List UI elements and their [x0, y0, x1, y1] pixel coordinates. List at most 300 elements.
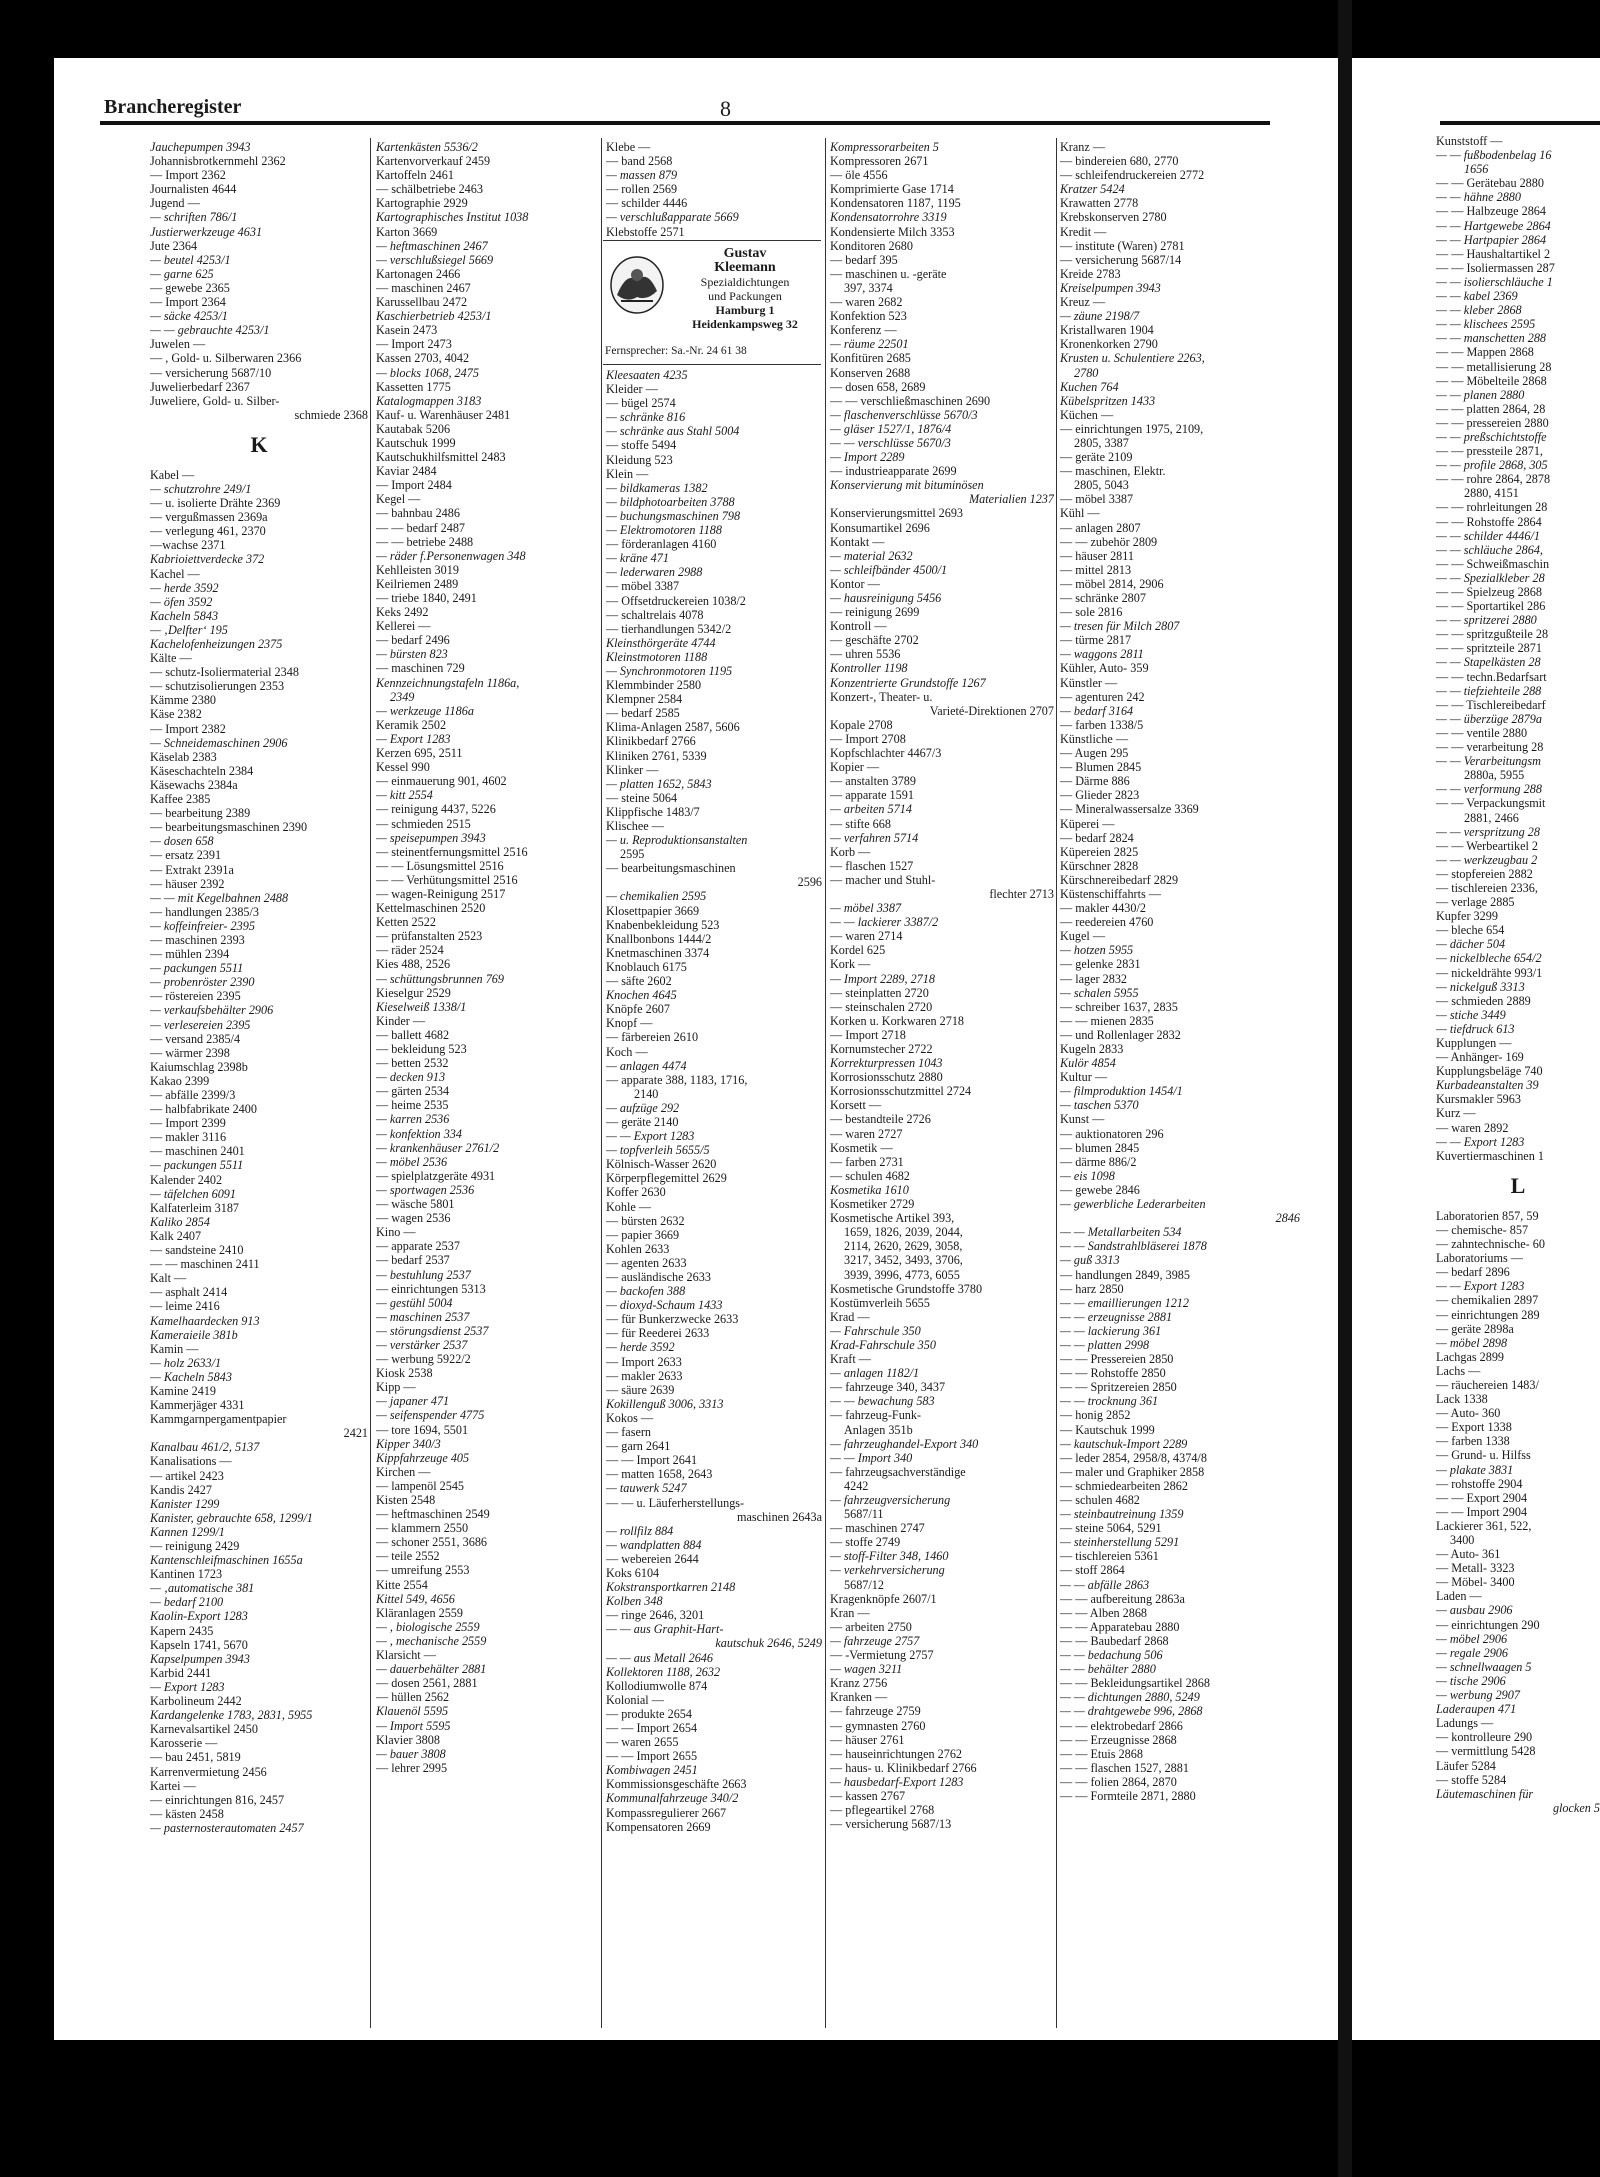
index-entry: Kamin —: [150, 1341, 199, 1356]
index-entry: — reedereien 4760: [1060, 915, 1154, 930]
index-entry: — schmieden 2515: [376, 816, 471, 831]
index-entry: — stoffe 2749: [830, 1535, 901, 1550]
index-entry: — garne 625: [150, 266, 214, 281]
index-entry: — blumen 2845: [1060, 1140, 1140, 1155]
index-entry: Kaschierbetrieb 4253/1: [376, 309, 492, 324]
index-entry: Lachs —: [1436, 1363, 1481, 1378]
index-entry: — Offsetdruckereien 1038/2: [606, 593, 746, 608]
index-entry: — röstereien 2395: [150, 989, 241, 1004]
index-entry: — bedarf 395: [830, 252, 898, 267]
index-entry: — — kabel 2369: [1436, 289, 1518, 304]
index-entry: — herde 3592: [150, 580, 219, 595]
index-entry: Konditoren 2680: [830, 238, 913, 253]
index-entry: — waren 2655: [606, 1735, 679, 1750]
index-entry: — geräte 2140: [606, 1114, 679, 1129]
index-entry: 1659, 1826, 2039, 2044,: [844, 1225, 963, 1240]
index-entry: Kosmetika 1610: [830, 1182, 909, 1197]
index-entry: Kolonial —: [606, 1692, 664, 1707]
index-entry: Juwelen —: [150, 337, 206, 352]
index-entry: — geräte 2898a: [1436, 1321, 1514, 1336]
index-entry: — kräne 471: [606, 551, 669, 566]
index-entry: Kompassregulierer 2667: [606, 1805, 727, 1820]
index-entry: Klinikbedarf 2766: [606, 734, 696, 749]
index-entry: — häuser 2761: [830, 1732, 905, 1747]
index-entry: — — aus Graphit-Hart-: [606, 1622, 724, 1637]
index-entry: Küpereien 2825: [1060, 844, 1139, 859]
index-entry: — maschinen 2747: [830, 1521, 925, 1536]
index-entry: Kurz —: [1436, 1106, 1476, 1121]
index-entry: Klebe —: [606, 140, 651, 154]
index-entry: Kosmetische Artikel 393,: [830, 1211, 955, 1226]
index-entry: — macher und Stuhl-: [830, 872, 936, 887]
index-entry: — — bedarf 2487: [376, 520, 466, 535]
index-entry: — farben 1338/5: [1060, 717, 1144, 732]
index-entry: — institute (Waren) 2781: [1060, 238, 1185, 253]
index-entry: Knoblauch 6175: [606, 959, 687, 974]
index-entry: Laboratoriums —: [1436, 1251, 1523, 1266]
index-entry: — schüttungsbrunnen 769: [376, 971, 504, 986]
index-entry: Kammerjäger 4331: [150, 1398, 245, 1413]
index-entry: Klemmbinder 2580: [606, 678, 702, 693]
index-entry: — , biologische 2559: [376, 1619, 480, 1634]
index-entry: Konfektion 523: [830, 309, 907, 324]
index-entry: 1656: [1464, 162, 1489, 177]
index-entry: 2805, 5043: [1074, 478, 1129, 493]
index-entry: Kartographie 2929: [376, 196, 468, 211]
index-entry: — stopfereien 2882: [1436, 866, 1533, 881]
index-entry: — tischlereien 5361: [1060, 1549, 1159, 1564]
index-entry: Kran —: [830, 1605, 870, 1620]
index-entry: Kantinen 1723: [150, 1567, 223, 1582]
index-entry: Kipper 340/3: [376, 1436, 441, 1451]
index-entry: — u. isolierte Drähte 2369: [150, 496, 281, 511]
index-entry: — tresen für Milch 2807: [1060, 619, 1180, 634]
index-entry: — — Import 340: [830, 1450, 913, 1465]
index-entry: Käselab 2383: [150, 749, 217, 764]
index-entry: Kompensatoren 2669: [606, 1819, 711, 1834]
index-entry: — massen 879: [606, 168, 678, 183]
index-entry: — bestuhlung 2537: [376, 1267, 471, 1282]
index-entry: — Augen 295: [1060, 746, 1129, 761]
index-entry: — zahntechnische- 60: [1436, 1237, 1545, 1252]
index-entry: Läutemaschinen für: [1436, 1786, 1534, 1801]
index-entry: Jugend —: [150, 196, 200, 211]
index-entry: — wäsche 5801: [376, 1197, 455, 1212]
index-entry: — gelenke 2831: [1060, 957, 1141, 972]
index-entry: Kanister, gebrauchte 658, 1299/1: [150, 1510, 313, 1525]
index-entry: — kautschuk-Import 2289: [1060, 1436, 1188, 1451]
index-entry: — Import 2718: [830, 1027, 906, 1042]
index-entry: Katalogmappen 3183: [376, 393, 482, 408]
index-entry: — versicherung 5687/13: [830, 1817, 952, 1832]
index-entry: — — trocknung 361: [1060, 1394, 1159, 1409]
index-column-5: [1060, 140, 1300, 1803]
index-entry: — einmauerung 901, 4602: [376, 774, 507, 789]
index-entry: — — Schweißmaschin: [1436, 556, 1550, 571]
index-entry: — speisepumpen 3943: [376, 830, 486, 845]
index-entry: — — Baubedarf 2868: [1060, 1633, 1169, 1648]
index-entry: — — erzeugnisse 2881: [1060, 1309, 1173, 1324]
index-entry: Kartei —: [150, 1778, 196, 1793]
index-entry: — — betriebe 2488: [376, 534, 474, 549]
index-entry: Kürschner 2828: [1060, 858, 1139, 873]
index-entry: — heftmaschinen 2467: [376, 238, 488, 253]
index-entry: Kellerei —: [376, 619, 431, 634]
index-entry: Küperei —: [1060, 816, 1115, 831]
advertisement-box: [603, 240, 821, 365]
index-entry: Küstenschiffahrts —: [1060, 886, 1161, 901]
index-entry: — Import 5595: [376, 1718, 451, 1733]
index-entry: — — platten 2998: [1060, 1337, 1150, 1352]
index-entry: — Mineralwassersalze 3369: [1060, 802, 1199, 817]
index-entry: — bedarf 2585: [606, 706, 680, 721]
index-entry: Kleinsthörgeräte 4744: [606, 635, 716, 650]
index-entry: Kopier —: [830, 760, 880, 775]
scan-border-left: [0, 0, 54, 2177]
index-entry: Kasein 2473: [376, 323, 438, 338]
index-entry: 3217, 3452, 3493, 3706,: [844, 1253, 963, 1268]
index-entry: — bürsten 823: [376, 647, 448, 662]
index-entry: — schalen 5955: [1060, 985, 1139, 1000]
index-entry: — — gebrauchte 4253/1: [150, 323, 270, 338]
index-entry: — Metall- 3323: [1436, 1561, 1515, 1576]
index-entry: Keilriemen 2489: [376, 576, 459, 591]
index-entry: — dosen 658, 2689: [830, 379, 926, 394]
index-entry: — für Reederei 2633: [606, 1326, 710, 1341]
index-entry: — — Bekleidungsartikel 2868: [1060, 1676, 1210, 1691]
index-entry: Kunst —: [1060, 1112, 1105, 1127]
index-entry: — schaltrelais 4078: [606, 607, 704, 622]
index-entry: — auktionatoren 296: [1060, 1126, 1164, 1141]
index-entry: — — metallisierung 28: [1436, 359, 1552, 374]
seal-emblem-icon: [607, 251, 667, 317]
index-entry: — — aufbereitung 2863a: [1060, 1591, 1185, 1606]
index-entry: — werbung 2907: [1436, 1688, 1520, 1703]
index-entry: — gläser 1527/1, 1876/4: [830, 421, 952, 436]
index-entry: — — bedachung 506: [1060, 1648, 1163, 1663]
index-entry: Kirchen —: [376, 1464, 431, 1479]
index-entry: Knöpfe 2607: [606, 1002, 670, 1017]
index-entry: — anlagen 1182/1: [830, 1366, 920, 1381]
index-entry: Kostümverleih 5655: [830, 1295, 930, 1310]
index-entry: — verstärker 2537: [376, 1337, 468, 1352]
index-entry: — verschlußapparate 5669: [606, 210, 739, 225]
index-entry: — Elektromotoren 1188: [606, 523, 722, 538]
index-entry: — chemische- 857: [1436, 1222, 1529, 1237]
index-entry: — gewerbliche Lederarbeiten: [1060, 1197, 1206, 1212]
index-entry: — räder f.Personenwagen 348: [376, 548, 526, 563]
index-entry: — prüfanstalten 2523: [376, 929, 483, 944]
index-entry: — kitt 2554: [376, 788, 433, 803]
index-entry: — räume 22501: [830, 337, 909, 352]
index-entry: — schleifbänder 4500/1: [830, 562, 948, 577]
index-entry: Kronenkorken 2790: [1060, 337, 1158, 352]
index-entry: Käse 2382: [150, 707, 202, 722]
index-entry: — wagen 2536: [376, 1211, 451, 1226]
index-entry: — topfverleih 5655/5: [606, 1143, 710, 1158]
index-entry: — abfälle 2399/3: [150, 1088, 236, 1102]
index-entry: — karren 2536: [376, 1112, 450, 1127]
index-entry: Kleider —: [606, 382, 658, 397]
index-entry: — webereien 2644: [606, 1551, 699, 1566]
index-entry: Kiosk 2538: [376, 1366, 433, 1381]
index-entry: Kolben 348: [606, 1594, 663, 1609]
index-entry: — färbereien 2610: [606, 1030, 699, 1045]
index-entry: — — behälter 2880: [1060, 1662, 1156, 1677]
index-entry: — mühlen 2394: [150, 947, 230, 962]
index-entry: — — elektrobedarf 2866: [1060, 1718, 1183, 1733]
index-entry: Korken u. Korkwaren 2718: [830, 1013, 965, 1028]
index-entry: schmiede 2368: [294, 407, 368, 422]
index-entry: Kursmakler 5963: [1436, 1092, 1521, 1107]
index-entry: — — verarbeitung 28: [1436, 740, 1544, 755]
index-entry: Knabenbekleidung 523: [606, 917, 720, 932]
index-entry: Konsumartikel 2696: [830, 520, 930, 535]
index-entry: 3400: [1450, 1533, 1475, 1547]
advertisement-city: Hamburg 1: [715, 303, 775, 317]
index-entry: — mittel 2813: [1060, 562, 1132, 577]
index-entry: — umreifung 2553: [376, 1563, 470, 1578]
index-entry: Krusten u. Schulentiere 2263,: [1060, 351, 1205, 366]
index-entry: — häuser 2392: [150, 876, 225, 891]
index-entry: — arbeiten 2750: [830, 1619, 912, 1634]
index-entry: Künstliche —: [1060, 731, 1129, 746]
index-entry: Klippfische 1483/7: [606, 804, 700, 819]
index-entry: — einrichtungen 290: [1436, 1617, 1540, 1632]
index-entry: Kranz —: [1060, 140, 1106, 154]
index-entry: — heime 2535: [376, 1098, 449, 1113]
index-entry: Komprimierte Gase 1714: [830, 182, 954, 197]
index-entry: Kondensatoren 1187, 1195: [830, 196, 961, 211]
index-entry: — — lackierer 3387/2: [830, 915, 939, 930]
index-entry: — flaschenverschlüsse 5670/3: [830, 407, 978, 422]
index-entry: — steinplatten 2720: [830, 985, 929, 1000]
index-entry: — bindereien 680, 2770: [1060, 154, 1179, 169]
index-entry: — — Sandstrahlbläserei 1878: [1060, 1239, 1207, 1254]
index-entry: — stifte 668: [830, 816, 891, 831]
index-entry: — ‚Delfter‘ 195: [150, 622, 228, 637]
index-entry: — und Rollenlager 2832: [1060, 1027, 1181, 1042]
index-entry: — schutzisolierungen 2353: [150, 679, 285, 694]
column-divider: [1056, 138, 1057, 2028]
index-entry: Kontroll —: [830, 619, 887, 634]
index-entry: — schnellwaagen 5: [1436, 1659, 1532, 1674]
index-entry: — heftmaschinen 2549: [376, 1507, 490, 1522]
index-entry: — fahrzeugversicherung: [830, 1493, 951, 1507]
index-entry: — teile 2552: [376, 1549, 440, 1564]
index-entry: 2421: [343, 1426, 368, 1441]
index-column-4: [830, 140, 1054, 1831]
index-entry: — versicherung 5687/14: [1060, 252, 1182, 267]
index-entry: Kinder —: [376, 1013, 426, 1028]
index-entry: — harz 2850: [1060, 1281, 1124, 1296]
index-entry: — — Export 2904: [1436, 1490, 1528, 1505]
index-entry: — förderanlagen 4160: [606, 537, 717, 552]
index-entry: — tische 2906: [1436, 1673, 1506, 1688]
index-entry: 5687/12: [844, 1577, 884, 1592]
index-entry: — Import 2399: [150, 1116, 226, 1131]
index-entry: — sportwagen 2536: [376, 1182, 475, 1197]
index-entry: — nickelbleche 654/2: [1436, 951, 1542, 966]
index-entry: — schulen 4682: [1060, 1493, 1140, 1507]
index-entry: — — Import 2654: [606, 1721, 698, 1735]
index-entry: — rohstoffe 2904: [1436, 1476, 1523, 1491]
index-entry: Klima-Anlagen 2587, 5606: [606, 720, 740, 735]
index-entry: — Anhänger- 169: [1436, 1050, 1524, 1065]
index-entry: — — drahtgewebe 996, 2868: [1060, 1704, 1203, 1719]
advertisement-text: [669, 247, 821, 331]
index-entry: — — zubehör 2809: [1060, 534, 1158, 549]
index-entry: — koffeinfreier- 2395: [150, 918, 255, 933]
index-entry: — — pressereien 2880: [1436, 415, 1549, 430]
index-entry: — säure 2639: [606, 1382, 675, 1397]
index-entry: — reinigung 2699: [830, 605, 920, 620]
index-entry: Korsett —: [830, 1098, 882, 1113]
index-entry: — — fußbodenbelag 16: [1436, 148, 1552, 163]
index-entry: Kulör 4854: [1060, 1056, 1116, 1071]
index-entry: Kontroller 1198: [830, 661, 908, 676]
index-entry: — — werkzeugbau 2: [1436, 852, 1538, 867]
index-entry: — arbeiten 5714: [830, 802, 912, 817]
index-entry: — gärten 2534: [376, 1084, 450, 1099]
index-entry: Klein —: [606, 466, 649, 481]
index-entry: — — Hartgewebe 2864: [1436, 218, 1551, 233]
index-entry: Klauenöl 5595: [376, 1704, 449, 1719]
index-entry: Juwelierbedarf 2367: [150, 379, 250, 394]
index-entry: — — lackierung 361: [1060, 1323, 1162, 1338]
index-entry: Lackierer 361, 522,: [1436, 1518, 1532, 1533]
index-entry: — steinbautreinung 1359: [1060, 1507, 1184, 1522]
index-entry: — bürsten 2632: [606, 1213, 685, 1228]
index-entry: — lager 2832: [1060, 971, 1128, 986]
index-entry: Kalender 2402: [150, 1172, 223, 1187]
index-entry: — Import 2289, 2718: [830, 971, 935, 986]
index-entry: — schoner 2551, 3686: [376, 1535, 488, 1550]
index-entry: Körperpflegemittel 2629: [606, 1171, 727, 1186]
index-entry: Johannisbrotkernmehl 2362: [150, 154, 286, 169]
index-entry: — dächer 504: [1436, 937, 1506, 952]
index-entry: — türme 2817: [1060, 633, 1132, 648]
index-entry: Kuchen 764: [1060, 379, 1119, 394]
index-entry: Kornumstecher 2722: [830, 1042, 933, 1056]
index-column-2: [376, 140, 598, 1775]
index-entry: — kassen 2767: [830, 1788, 906, 1803]
index-column-6: [1436, 134, 1600, 1815]
index-entry: — blocks 1068, 2475: [376, 365, 479, 380]
index-entry: Läufer 5284: [1436, 1758, 1496, 1773]
index-entry: Kabrioiettverdecke 372: [150, 552, 265, 567]
index-entry: Krebskonserven 2780: [1060, 210, 1167, 225]
index-entry: Kühl —: [1060, 506, 1100, 521]
index-entry: — halbfabrikate 2400: [150, 1102, 257, 1117]
index-entry: flechter 2713: [989, 886, 1054, 901]
index-entry: Koks 6104: [606, 1565, 660, 1580]
index-entry: Kartenvorverkauf 2459: [376, 154, 491, 169]
index-entry: Künstler —: [1060, 675, 1118, 690]
index-entry: — chemikalien 2897: [1436, 1293, 1539, 1308]
index-entry: — maschinen 2393: [150, 932, 245, 947]
index-entry: — -Vermietung 2757: [830, 1648, 934, 1663]
index-entry: — — verschließmaschinen 2690: [830, 393, 991, 408]
index-entry: Kragenknöpfe 2607/1: [830, 1591, 937, 1606]
index-entry: — — Spezialkleber 28: [1436, 570, 1545, 585]
index-entry: — gewebe 2365: [150, 280, 230, 295]
index-entry: Klarsicht —: [376, 1648, 436, 1663]
index-entry: — betten 2532: [376, 1056, 449, 1071]
index-entry: — spielplatzgeräte 4931: [376, 1168, 496, 1183]
index-entry: — bedarf 2537: [376, 1253, 450, 1268]
index-entry: — säcke 4253/1: [150, 309, 228, 324]
index-entry: Kreiselpumpen 3943: [1060, 280, 1161, 295]
index-entry: Kieselgur 2529: [376, 985, 451, 1000]
index-entry: — möbel 3387: [606, 579, 680, 594]
index-entry: Kennzeichnungstafeln 1186a,: [376, 675, 520, 690]
index-entry: Karrenvermietung 2456: [150, 1764, 267, 1779]
index-entry: — — u. Läuferherstellungs-: [606, 1495, 745, 1510]
index-entry: — — dichtungen 2880, 5249: [1060, 1690, 1200, 1705]
index-entry: — haus- u. Klinikbedarf 2766: [830, 1760, 977, 1775]
index-entry: Kugeln 2833: [1060, 1042, 1124, 1056]
index-entry: — — verspritzung 28: [1436, 824, 1540, 839]
index-entry: — — rohrleitungen 28: [1436, 500, 1548, 515]
index-entry: — schränke aus Stahl 5004: [606, 424, 740, 439]
index-entry: — — Isoliermassen 287: [1436, 260, 1555, 275]
index-entry: — — Export 1283: [606, 1129, 695, 1144]
index-entry: — konfektion 334: [376, 1126, 462, 1141]
index-entry: Korrosionsschutzmittel 2724: [830, 1084, 972, 1099]
index-entry: Kohle —: [606, 1199, 652, 1214]
index-entry: — agenturen 242: [1060, 689, 1145, 704]
index-entry: — — Tischlereibedarf: [1436, 697, 1546, 712]
index-entry: — apparate 1591: [830, 788, 914, 803]
index-entry: — asphalt 2414: [150, 1285, 228, 1300]
index-entry: Kondensierte Milch 3353: [830, 224, 955, 239]
index-entry: 3939, 3996, 4773, 6055: [844, 1267, 960, 1282]
index-entry: Kompressorarbeiten 5: [830, 140, 939, 154]
index-entry: Kisten 2548: [376, 1493, 436, 1507]
index-entry: — makler 4430/2: [1060, 901, 1146, 916]
index-entry: — kästen 2458: [150, 1806, 224, 1821]
index-entry: Konzert-, Theater- u.: [830, 689, 933, 704]
index-entry: — sole 2816: [1060, 605, 1123, 620]
index-entry: Karnevalsartikel 2450: [150, 1722, 258, 1737]
index-entry: — decken 913: [376, 1070, 446, 1085]
index-entry: — waggons 2811: [1060, 647, 1144, 662]
index-entry: Kapseln 1741, 5670: [150, 1637, 248, 1652]
index-entry: — — schläuche 2864,: [1436, 542, 1543, 557]
index-entry: — bearbeitung 2389: [150, 806, 251, 821]
index-entry: — — Spielzeug 2868: [1436, 585, 1542, 599]
index-entry: — geschäfte 2702: [830, 633, 919, 648]
index-entry: — versand 2385/4: [150, 1031, 241, 1046]
index-entry: — — Hartpapier 2864: [1436, 232, 1547, 247]
index-entry: Krawatten 2778: [1060, 196, 1139, 211]
index-entry: Kitte 2554: [376, 1577, 428, 1592]
index-entry: Kaffee 2385: [150, 792, 211, 807]
advertisement-street: Heidenkampsweg 32: [692, 317, 798, 331]
index-entry: Kuvertiermaschinen 1: [1436, 1148, 1544, 1163]
index-column-3: [606, 368, 822, 1834]
index-entry: — bedarf 3164: [1060, 703, 1134, 718]
index-entry: Kegel —: [376, 492, 421, 507]
index-entry: — sandsteine 2410: [150, 1243, 244, 1258]
index-entry: — steinschalen 2720: [830, 999, 933, 1014]
index-entry: Kordel 625: [830, 943, 886, 958]
scan-border-bottom: [0, 2040, 1600, 2177]
index-entry: Kratzer 5424: [1060, 182, 1125, 197]
index-entry: — lederwaren 2988: [606, 565, 703, 580]
index-entry: — industrieapparate 2699: [830, 464, 957, 479]
